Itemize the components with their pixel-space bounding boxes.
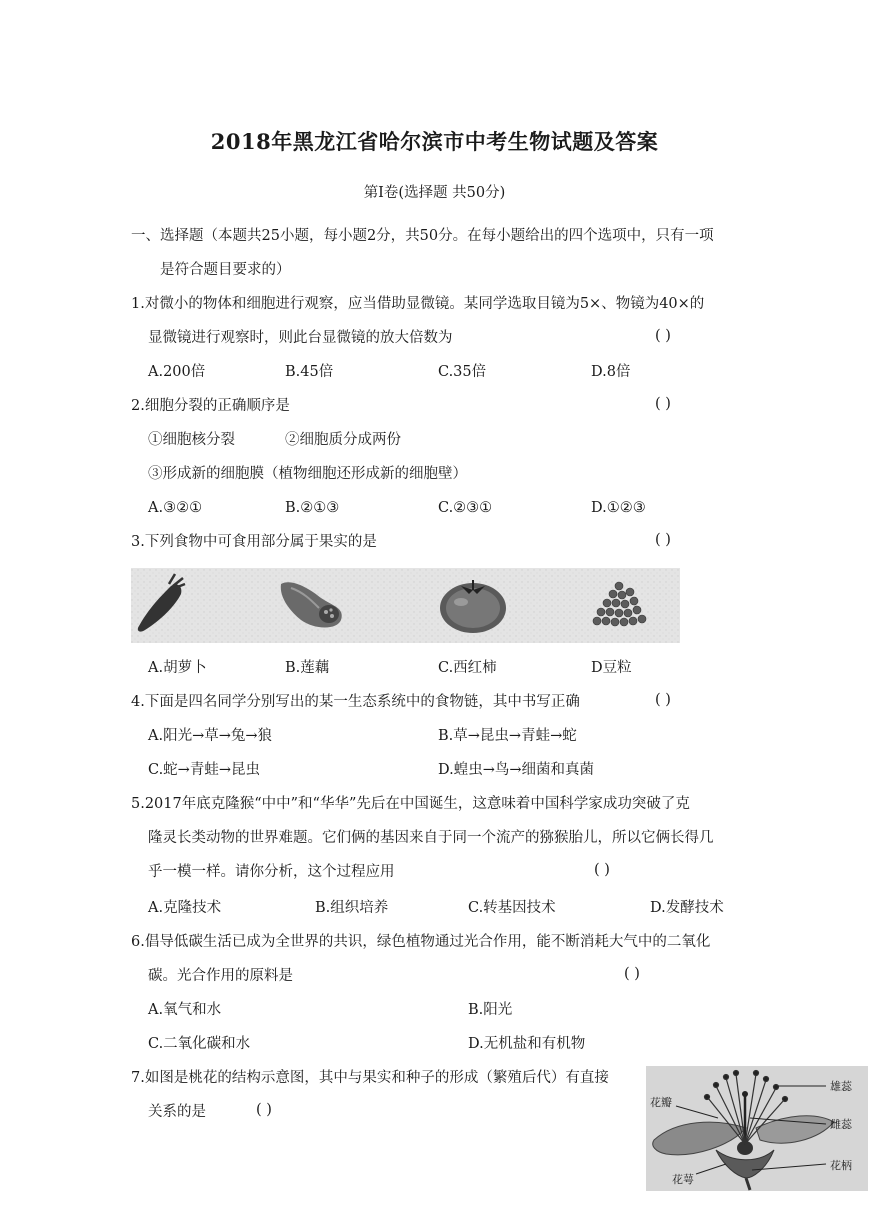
question-4-option-d: D.蝗虫→鸟→细菌和真菌 <box>438 762 595 778</box>
question-6-option-b: B.阳光 <box>468 1002 513 1018</box>
question-7-line1: 7.如图是桃花的结构示意图，其中与果实和种子的形成（繁殖后代）有直接 <box>131 1070 609 1086</box>
question-5-option-d: D.发酵技术 <box>650 900 724 916</box>
question-3-option-c: C.西红柿 <box>438 660 497 676</box>
question-5-option-c: C.转基因技术 <box>468 900 556 916</box>
page-title: 2018年黑龙江省哈尔滨市中考生物试题及答案 <box>210 129 659 154</box>
question-4-stem: 4.下面是四名同学分别写出的某一生态系统中的食物链，其中书写正确 <box>131 694 580 710</box>
question-2-item-2: ②细胞质分成两份 <box>285 432 401 448</box>
label-petal: 花瓣 <box>650 1096 672 1109</box>
label-stalk: 花柄 <box>830 1159 852 1172</box>
label-sepal: 花萼 <box>672 1173 694 1186</box>
label-pistil: 雌蕊 <box>830 1118 852 1131</box>
question-1-option-b: B.45倍 <box>285 364 334 380</box>
question-3-option-d: D豆粒 <box>591 660 632 676</box>
question-3-option-b: B.莲藕 <box>285 660 330 676</box>
question-5-line1: 5.2017年底克隆猴“中中”和“华华”先后在中国诞生，这意味着中国科学家成功突破了克 <box>131 796 690 812</box>
peach-flower-figure <box>646 1066 868 1191</box>
answer-blank: ( ) <box>256 1102 272 1118</box>
answer-blank: ( ) <box>624 966 640 982</box>
answer-blank: ( ) <box>655 532 671 548</box>
question-3-stem: 3.下列食物中可食用部分属于果实的是 <box>131 534 377 550</box>
question-7-line2: 关系的是 <box>148 1104 206 1120</box>
question-2-option-a: A.③②① <box>148 500 203 516</box>
answer-blank: ( ) <box>655 692 671 708</box>
question-2-item-3: ③形成新的细胞膜（植物细胞还形成新的细胞壁） <box>148 466 467 482</box>
question-4-option-a: A.阳光→草→兔→狼 <box>148 728 273 744</box>
question-5-option-b: B.组织培养 <box>315 900 389 916</box>
question-4-option-c: C.蛇→青蛙→昆虫 <box>148 762 260 778</box>
question-4-option-b: B.草→昆虫→青蛙→蛇 <box>438 728 577 744</box>
food-images-strip <box>131 568 680 643</box>
question-6-line2: 碳。光合作用的原料是 <box>148 968 293 984</box>
section-instructions-line2: 是符合题目要求的） <box>160 262 291 278</box>
section-instructions-line1: 一、选择题（本题共25小题，每小题2分，共50分。在每小题给出的四个选项中，只有一项 <box>131 228 714 244</box>
question-2-item-1: ①细胞核分裂 <box>148 432 235 448</box>
question-1-option-d: D.8倍 <box>591 364 631 380</box>
question-2-option-d: D.①②③ <box>591 500 646 516</box>
question-6-option-c: C.二氧化碳和水 <box>148 1036 251 1052</box>
question-5-line2: 隆灵长类动物的世界难题。它们俩的基因来自于同一个流产的猕猴胎儿，所以它俩长得几 <box>148 830 714 846</box>
question-3-option-a: A.胡萝卜 <box>148 660 207 676</box>
question-2-stem: 2.细胞分裂的正确顺序是 <box>131 398 290 414</box>
label-stamen: 雄蕊 <box>830 1080 852 1093</box>
question-1-line1: 1.对微小的物体和细胞进行观察，应当借助显微镜。某同学选取目镜为5×、物镜为40×的 <box>131 296 705 312</box>
answer-blank: ( ) <box>655 396 671 412</box>
section-subtitle: 第Ⅰ卷(选择题 共50分) <box>363 185 506 201</box>
answer-blank: ( ) <box>594 862 610 878</box>
question-1-line2: 显微镜进行观察时，则此台显微镜的放大倍数为 <box>148 330 453 346</box>
question-1-option-c: C.35倍 <box>438 364 487 380</box>
question-5-line3: 乎一模一样。请你分析，这个过程应用 <box>148 864 395 880</box>
food-images-figure <box>131 568 680 643</box>
question-6-line1: 6.倡导低碳生活已成为全世界的共识，绿色植物通过光合作用，能不断消耗大气中的二氧化 <box>131 934 711 950</box>
answer-blank: ( ) <box>655 328 671 344</box>
question-1-option-a: A.200倍 <box>148 364 206 380</box>
question-5-option-a: A.克隆技术 <box>148 900 222 916</box>
question-6-option-a: A.氧气和水 <box>148 1002 222 1018</box>
question-6-option-d: D.无机盐和有机物 <box>468 1036 586 1052</box>
question-2-option-c: C.②③① <box>438 500 493 516</box>
question-2-option-b: B.②①③ <box>285 500 340 516</box>
